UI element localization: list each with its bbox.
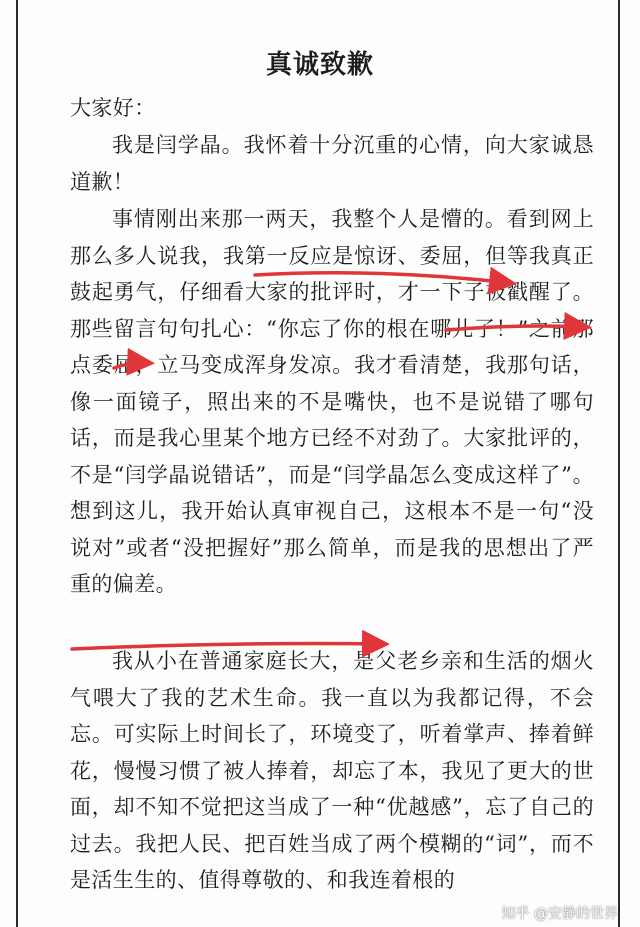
greeting-line: 大家好： [70,96,156,120]
document-title: 真诚致歉 [265,50,374,80]
page-border-right [618,0,620,927]
page-border-left [16,0,18,927]
paragraph-1: 我是闫学晶。我怀着十分沉重的心情，向大家诚恳道歉！ [70,133,594,194]
watermark-text: 知乎 @安静的世界 [501,906,618,922]
paragraph-3: 我从小在普通家庭长大，是父老乡亲和生活的烟火气喂大了我的艺术生命。我一直以为我都记得，不会忘。可实际上时间长了，环境变了，听着掌声、捧着鲜花，慢慢习惯了被人捧着，却忘了本，我见了更大的世面，却不知不觉把这当成了一种“优越感”，忘了自己的过去。我把人民、把百姓当成了两个模糊的“词”，而不是活生生的、值得尊敬的、和我连着根的 [70,649,594,892]
paragraph-2: 事情刚出来那一两天，我整个人是懵的。看到网上那么多人说我，我第一反应是惊讶、委屈，但等我真正鼓起勇气，仔细看大家的批评时，才一下子被戳醒了。那些留言句句扎心：“你忘了你的根在哪儿了！”之前那点委屈，立马变成浑身发凉。我才看清楚，我那句话，像一面镜子，照出来的不是嘴快，也不是说错了哪句话，而是我心里某个地方已经不对劲了。大家批评的，不是“闫学晶说错话”，而是“闫学晶怎么变成这样了”。想到这儿，我开始认真审视自己，这根本不是一句“没说对”或者“没把握好”那么简单，而是我的思想出了严重的偏差。 [70,207,594,596]
